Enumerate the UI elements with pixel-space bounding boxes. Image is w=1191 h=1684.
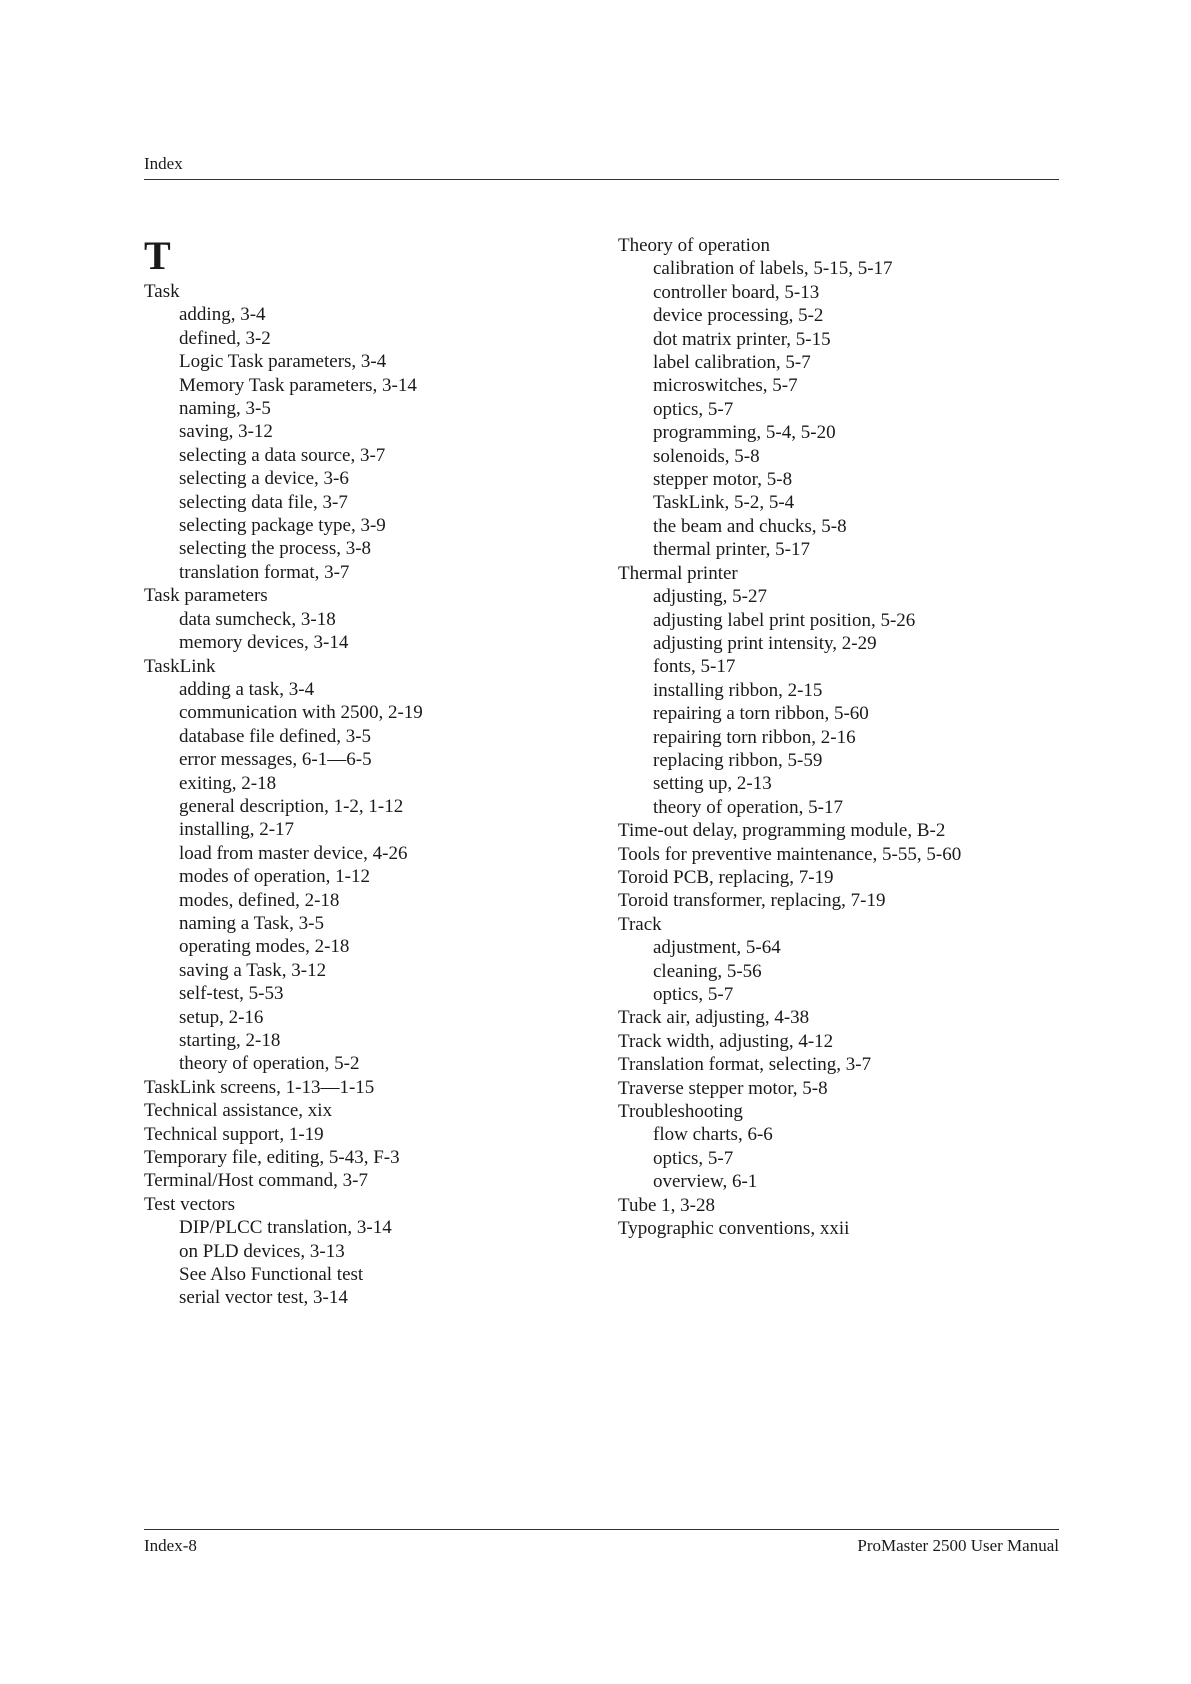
index-subentry: overview, 6-1 xyxy=(653,1171,758,1193)
index-entry: TaskLink screens, 1-13—1-15 xyxy=(144,1076,375,1098)
index-subentry: device processing, 5-2 xyxy=(653,305,824,327)
index-subentry: optics, 5-7 xyxy=(653,984,734,1005)
index-entry: Tools for preventive maintenance, 5-55, 5-60 xyxy=(618,843,962,865)
index-subentry: load from master device, 4-26 xyxy=(179,842,408,864)
index-subentry: selecting data file, 3-7 xyxy=(179,491,348,513)
index-entry: Track xyxy=(618,913,662,935)
index-subentry: programming, 5-4, 5-20 xyxy=(653,422,836,444)
index-subentry: the beam and chucks, 5-8 xyxy=(653,515,847,537)
index-entry: Typographic conventions, xxii xyxy=(618,1218,850,1240)
index-subentry: selecting package type, 3-9 xyxy=(179,515,386,537)
index-entry: Test vectors xyxy=(144,1193,236,1215)
index-subentry: installing ribbon, 2-15 xyxy=(653,679,823,701)
index-subentry: calibration of labels, 5-15, 5-17 xyxy=(653,258,893,280)
index-subentry: Logic Task parameters, 3-4 xyxy=(179,351,387,373)
index-subentry: adjusting, 5-27 xyxy=(653,586,767,608)
index-subentry: communication with 2500, 2-19 xyxy=(179,702,423,724)
index-entry: Task parameters xyxy=(144,585,268,607)
index-entry: Task xyxy=(144,281,180,302)
index-entry: Technical assistance, xix xyxy=(144,1100,333,1122)
page-header: Index xyxy=(144,154,183,173)
index-entry: Traverse stepper motor, 5-8 xyxy=(618,1077,828,1099)
index-subentry: modes, defined, 2-18 xyxy=(179,889,340,911)
index-subentry: fonts, 5-17 xyxy=(653,656,736,678)
index-subentry: installing, 2-17 xyxy=(179,819,295,841)
index-subentry: serial vector test, 3-14 xyxy=(179,1287,348,1309)
index-subentry: selecting a data source, 3-7 xyxy=(179,444,386,466)
index-entry: Tube 1, 3-28 xyxy=(618,1194,715,1216)
index-subentry: optics, 5-7 xyxy=(653,398,734,420)
index-subentry: adjusting print intensity, 2-29 xyxy=(653,632,877,654)
index-subentry: optics, 5-7 xyxy=(653,1147,734,1169)
index-subentry: dot matrix printer, 5-15 xyxy=(653,328,831,350)
index-subentry: selecting the process, 3-8 xyxy=(179,538,372,560)
index-subentry: adjusting label print position, 5-26 xyxy=(653,609,916,631)
index-entry: TaskLink xyxy=(144,655,216,677)
index-subentry: stepper motor, 5-8 xyxy=(653,469,793,491)
index-subentry: microswitches, 5-7 xyxy=(653,375,798,397)
index-subentry: flow charts, 6-6 xyxy=(653,1124,773,1146)
index-subentry: modes of operation, 1-12 xyxy=(179,866,371,888)
index-subentry: naming, 3-5 xyxy=(179,398,271,420)
index-subentry: defined, 3-2 xyxy=(179,327,271,349)
index-subentry: saving a Task, 3-12 xyxy=(179,959,327,981)
index-subentry: setting up, 2-13 xyxy=(653,773,772,795)
index-subentry: DIP/PLCC translation, 3-14 xyxy=(179,1217,392,1239)
index-subentry: saving, 3-12 xyxy=(179,421,273,443)
index-entry: Theory of operation xyxy=(618,235,770,256)
index-entry: Temporary file, editing, 5-43, F-3 xyxy=(144,1147,400,1169)
manual-title: ProMaster 2500 User Manual xyxy=(857,1536,1059,1555)
index-subentry: self-test, 5-53 xyxy=(179,983,284,1005)
index-subentry: translation format, 3-7 xyxy=(179,561,350,583)
footer-rule xyxy=(144,1529,1059,1530)
index-subentry: database file defined, 3-5 xyxy=(179,725,372,747)
index-subentry: error messages, 6-1—6-5 xyxy=(179,749,372,771)
index-column-right xyxy=(618,234,1058,1240)
section-letter: T xyxy=(144,233,171,278)
index-subentry: solenoids, 5-8 xyxy=(653,445,760,467)
index-subentry: adding, 3-4 xyxy=(179,304,266,326)
index-subentry: theory of operation, 5-17 xyxy=(653,796,843,818)
index-entry: Track air, adjusting, 4-38 xyxy=(618,1007,810,1029)
index-subentry: starting, 2-18 xyxy=(179,1030,281,1051)
index-column-left xyxy=(144,280,584,1310)
index-subentry: exiting, 2-18 xyxy=(179,772,277,794)
index-subentry: adjustment, 5-64 xyxy=(653,937,781,959)
index-subentry: on PLD devices, 3-13 xyxy=(179,1240,345,1262)
index-entry: Thermal printer xyxy=(618,562,738,584)
page-number: Index-8 xyxy=(144,1536,197,1555)
index-entry: Terminal/Host command, 3-7 xyxy=(144,1170,368,1192)
index-subentry: repairing torn ribbon, 2-16 xyxy=(653,726,856,748)
index-entry: Troubleshooting xyxy=(618,1101,743,1123)
index-subentry: adding a task, 3-4 xyxy=(179,678,315,700)
index-entry: Toroid PCB, replacing, 7-19 xyxy=(618,866,834,888)
index-subentry: Memory Task parameters, 3-14 xyxy=(179,374,417,396)
index-entry: Technical support, 1-19 xyxy=(144,1123,324,1145)
index-subentry: memory devices, 3-14 xyxy=(179,632,349,654)
index-subentry: TaskLink, 5-2, 5-4 xyxy=(653,492,795,514)
index-subentry: thermal printer, 5-17 xyxy=(653,539,810,561)
index-subentry: cleaning, 5-56 xyxy=(653,960,762,982)
index-subentry: See Also Functional test xyxy=(179,1264,364,1286)
index-subentry: label calibration, 5-7 xyxy=(653,352,811,374)
index-subentry: general description, 1-2, 1-12 xyxy=(179,795,404,817)
index-entry: Toroid transformer, replacing, 7-19 xyxy=(618,890,886,912)
index-subentry: selecting a device, 3-6 xyxy=(179,468,349,490)
index-subentry: naming a Task, 3-5 xyxy=(179,912,325,934)
index-subentry: setup, 2-16 xyxy=(179,1006,264,1028)
index-subentry: controller board, 5-13 xyxy=(653,281,820,303)
index-entry: Track width, adjusting, 4-12 xyxy=(618,1030,834,1052)
header-rule xyxy=(144,179,1059,180)
index-subentry: operating modes, 2-18 xyxy=(179,936,350,958)
index-entry: Translation format, selecting, 3-7 xyxy=(618,1054,872,1076)
index-subentry: data sumcheck, 3-18 xyxy=(179,608,336,630)
index-subentry: theory of operation, 5-2 xyxy=(179,1053,360,1075)
index-subentry: replacing ribbon, 5-59 xyxy=(653,749,823,771)
index-entry: Time-out delay, programming module, B-2 xyxy=(618,820,946,842)
index-subentry: repairing a torn ribbon, 5-60 xyxy=(653,703,869,725)
